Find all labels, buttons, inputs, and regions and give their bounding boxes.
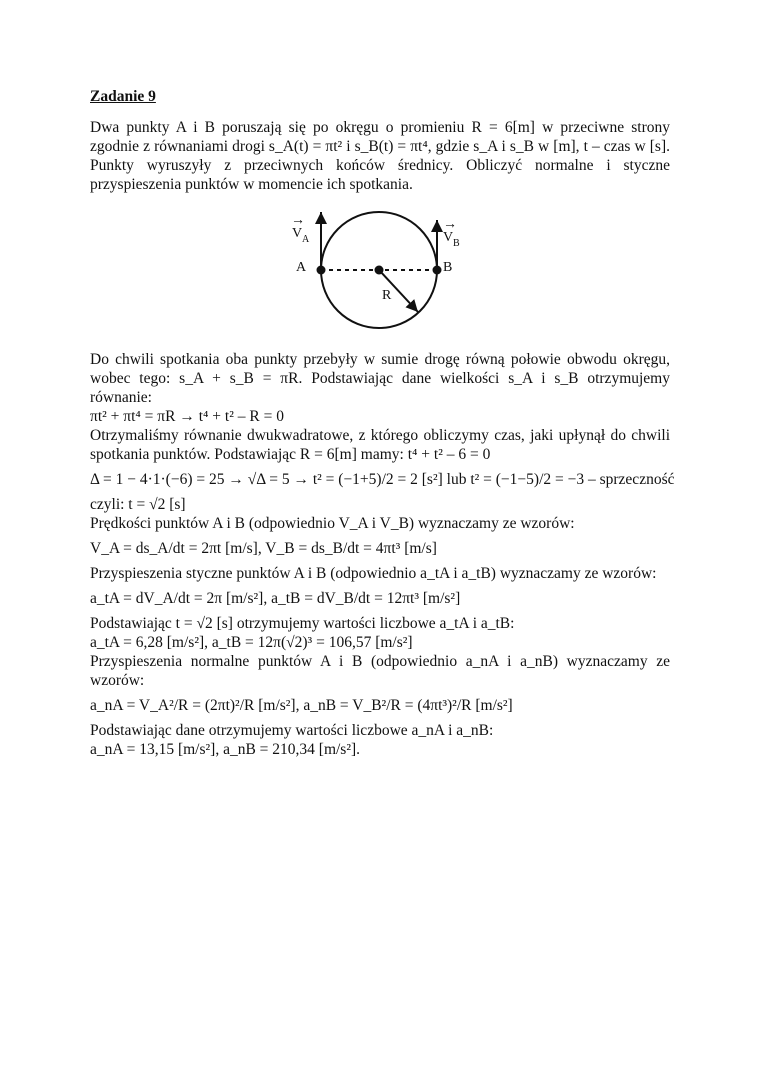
paragraph-1: Do chwili spotkania oba punkty przebyły w sumie drogę równą połowie obwodu okręgu, wobec tego: s_A + s_B = πR. Podstawiając dane wielkości s_A i s_B otrzymujemy równanie:: [90, 351, 670, 406]
time-result: czyli: t = √2 [s]: [90, 496, 186, 513]
paragraph-6: Przyspieszenia normalne punktów A i B (odpowiednio a_nA i a_nB) wyznaczamy ze wzorów:: [90, 653, 670, 689]
VB-arrow-mark: →: [443, 217, 457, 232]
A-label: A: [296, 260, 307, 275]
tangential-equations: a_tA = dV_A/dt = 2π [m/s²], a_tB = dV_B/dt = 12πt³ [m/s²]: [90, 590, 461, 607]
normal-equations: a_nA = V_A²/R = (2πt)²/R [m/s²], a_nB = V_B²/R = (4πt³)²/R [m/s²]: [90, 697, 513, 714]
VA-label: V: [292, 226, 303, 241]
VA-sub-label: A: [302, 234, 310, 245]
document-page: [90, 88, 675, 759]
R-label: R: [382, 288, 392, 303]
task-title: Zadanie 9: [90, 88, 156, 105]
tangential-values: a_tA = 6,28 [m/s²], a_tB = 12π(√2)³ = 106,57 [m/s²]: [90, 634, 413, 651]
paragraph-3: Prędkości punktów A i B (odpowiednio V_A i V_B) wyznaczamy ze wzorów:: [90, 515, 575, 532]
equation-1: πt² + πt⁴ = πR → t⁴ + t² – R = 0: [90, 408, 284, 425]
VA-arrow-mark: →: [291, 213, 305, 228]
velocity-equations: V_A = ds_A/dt = 2πt [m/s], V_B = ds_B/dt = 4πt³ [m/s]: [90, 540, 437, 557]
paragraph-2: Otrzymaliśmy równanie dwukwadratowe, z którego obliczymy czas, jaki upłynął do chwili spotkania punktów. Podstawiając R = 6[m] mamy: t⁴ + t² – 6 = 0: [90, 427, 670, 463]
VB-sub-label: B: [453, 238, 460, 249]
B-label: B: [443, 260, 453, 275]
paragraph-7: Podstawiając dane otrzymujemy wartości liczbowe a_nA i a_nB:: [90, 722, 494, 739]
VB-label: V: [443, 230, 454, 245]
paragraph-4: Przyspieszenia styczne punktów A i B (odpowiednio a_tA i a_tB) wyznaczamy ze wzorów:: [90, 565, 657, 582]
final-result: a_nA = 13,15 [m/s²], a_nB = 210,34 [m/s²].: [90, 741, 361, 758]
paragraph-5: Podstawiając t = √2 [s] otrzymujemy wartości liczbowe a_tA i a_tB:: [90, 615, 515, 632]
circle-diagram: [90, 200, 670, 342]
delta-equation: Δ = 1 − 4·1·(−6) = 25 → √Δ = 5 → t² = (−1+5)/2 = 2 [s²] lub t² = (−1−5)/2 = −3 – sprzeczność: [90, 471, 675, 488]
problem-statement: Dwa punkty A i B poruszają się po okręgu o promieniu R = 6[m] w przeciwne strony zgodnie z równaniami drogi s_A(t) = πt² i s_B(t) = πt⁴, gdzie s_A i s_B w [m], t – czas w [s]. Punkty wyruszyły z przeciwnych końców średnicy. Obliczyć normalne i styczne przyspieszenia punktów w momencie ich spotkania.: [90, 119, 670, 193]
circle-figure: [90, 200, 670, 342]
